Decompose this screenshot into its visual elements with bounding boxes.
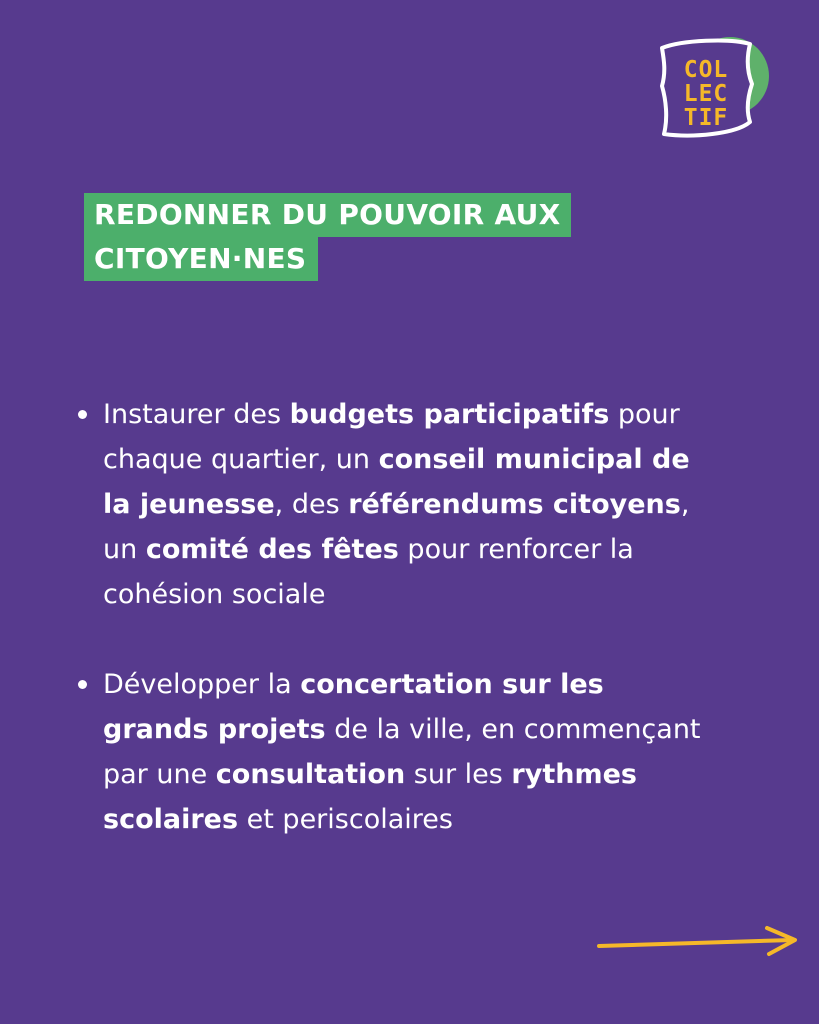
title-line-1: REDONNER DU POUVOIR AUX — [84, 193, 571, 237]
title-line-2: CITOYEN·NES — [84, 237, 318, 281]
page-title — [84, 193, 571, 281]
bullet-list — [76, 392, 716, 842]
next-arrow[interactable] — [597, 922, 801, 967]
logo-line-3: TIF — [683, 105, 729, 131]
bullet-text-2: Développer la concertation sur les grands projets de la ville, en commençant par une consultation sur les rythmes scolaires et periscolaires — [103, 669, 701, 835]
logo-line-1: COL — [683, 57, 729, 83]
logo-line-2: LEC — [683, 81, 729, 107]
bullet-dot-icon — [78, 410, 87, 419]
bullet-dot-icon — [78, 680, 87, 689]
bullet-text-1: Instaurer des budgets participatifs pour chaque quartier, un conseil municipal de la jeunesse, des référendums citoyens, un comité des fêtes pour renforcer la cohésion sociale — [103, 399, 690, 610]
bullet-item — [76, 392, 716, 617]
logo-wordmark — [662, 58, 750, 130]
bullet-item — [76, 662, 716, 842]
collectif-logo — [652, 30, 776, 146]
arrow-right-icon — [597, 922, 801, 962]
